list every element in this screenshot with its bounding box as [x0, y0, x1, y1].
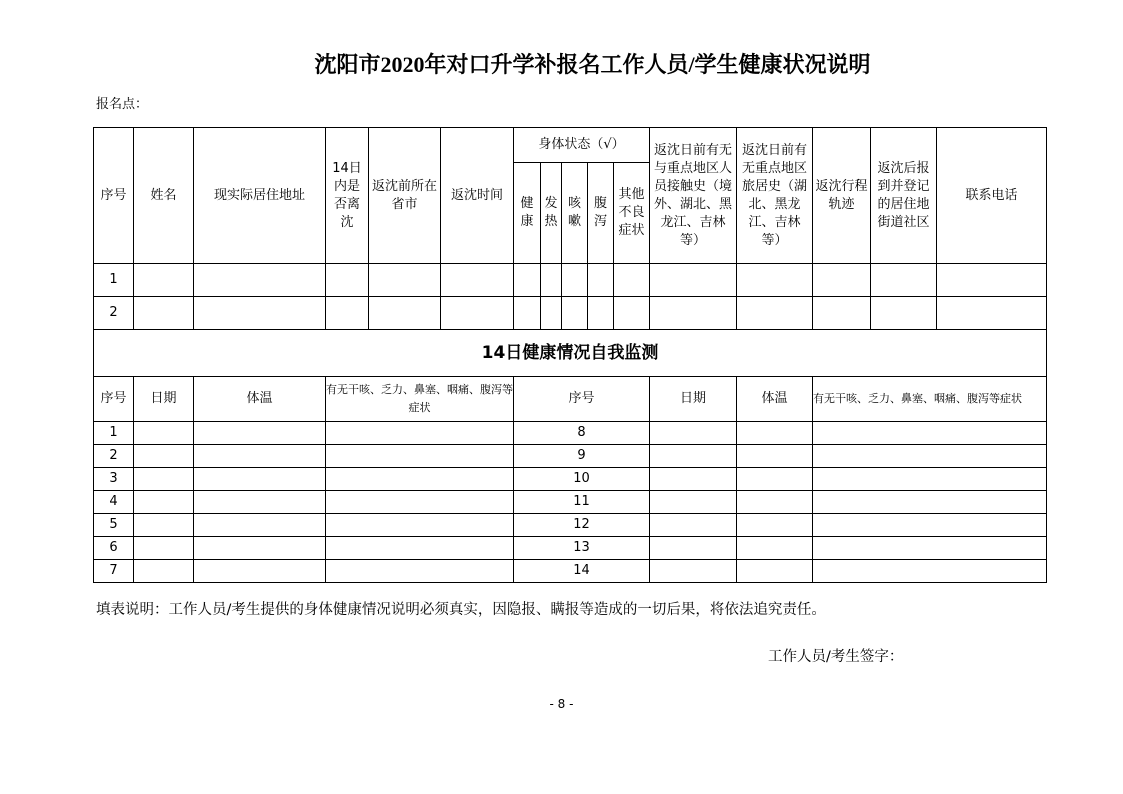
cell[interactable]	[562, 264, 588, 297]
date-cell[interactable]	[134, 560, 194, 583]
date-cell[interactable]	[650, 491, 737, 514]
cell[interactable]	[813, 264, 871, 297]
day-seq: 14	[514, 560, 650, 583]
symptoms-cell[interactable]	[813, 491, 1047, 514]
cell[interactable]	[441, 297, 514, 330]
header-itinerary: 返沈行程轨迹	[813, 128, 871, 264]
status-fever: 发热	[541, 163, 562, 264]
monitor-row	[94, 491, 1047, 514]
day-seq: 3	[94, 468, 134, 491]
status-other: 其他不良症状	[614, 163, 650, 264]
header-province-before: 返沈前所在省市	[369, 128, 441, 264]
cell[interactable]	[369, 297, 441, 330]
status-diarrhea: 腹泻	[588, 163, 614, 264]
temp-cell[interactable]	[194, 560, 326, 583]
lower-header-temp: 体温	[194, 377, 326, 422]
date-cell[interactable]	[134, 514, 194, 537]
date-cell[interactable]	[134, 422, 194, 445]
page-title: 沈阳市2020年对口升学补报名工作人员/学生健康状况说明	[314, 52, 871, 77]
day-seq: 5	[94, 514, 134, 537]
symptoms-cell[interactable]	[326, 514, 514, 537]
signature-label: 工作人员/考生签字：	[768, 649, 904, 665]
temp-cell[interactable]	[194, 445, 326, 468]
day-seq: 12	[514, 514, 650, 537]
symptoms-cell[interactable]	[326, 468, 514, 491]
date-cell[interactable]	[134, 537, 194, 560]
day-seq: 10	[514, 468, 650, 491]
registration-site-label: 报名点：	[96, 97, 149, 112]
day-seq: 11	[514, 491, 650, 514]
temp-cell[interactable]	[737, 422, 813, 445]
header-phone: 联系电话	[937, 128, 1047, 264]
symptoms-cell[interactable]	[813, 445, 1047, 468]
cell[interactable]	[541, 297, 562, 330]
form-instructions: 填表说明：工作人员/考生提供的身体健康情况说明必须真实，因隐报、瞒报等造成的一切后果，将依法追究责任。	[96, 602, 826, 618]
day-seq: 9	[514, 445, 650, 468]
cell[interactable]	[562, 297, 588, 330]
lower-header-symptoms: 有无干咳、乏力、鼻塞、咽痛、腹泻等症状	[326, 377, 514, 422]
lower-header-row	[94, 377, 1047, 422]
header-left-within-14d: 14日内是否离沈	[326, 128, 369, 264]
date-cell[interactable]	[134, 468, 194, 491]
lower-header-temp2: 体温	[737, 377, 813, 422]
day-seq: 8	[514, 422, 650, 445]
monitor-row	[94, 445, 1047, 468]
row-seq: 1	[94, 264, 134, 297]
page-number: - 8 -	[549, 697, 574, 711]
lower-header-seq2: 序号	[514, 377, 650, 422]
header-physical-status: 身体状态（√）	[514, 128, 650, 163]
date-cell[interactable]	[650, 560, 737, 583]
symptoms-cell[interactable]	[813, 537, 1047, 560]
row-seq: 2	[94, 297, 134, 330]
date-cell[interactable]	[650, 537, 737, 560]
date-cell[interactable]	[650, 422, 737, 445]
cell[interactable]	[614, 297, 650, 330]
section-title: 14日健康情况自我监测	[94, 330, 1047, 377]
cell[interactable]	[326, 264, 369, 297]
temp-cell[interactable]	[737, 491, 813, 514]
section-title-row	[94, 330, 1047, 377]
date-cell[interactable]	[650, 514, 737, 537]
cell[interactable]	[541, 264, 562, 297]
lower-header-date: 日期	[134, 377, 194, 422]
symptoms-cell[interactable]	[813, 468, 1047, 491]
cell[interactable]	[588, 264, 614, 297]
day-seq: 1	[94, 422, 134, 445]
cell[interactable]	[514, 297, 541, 330]
temp-cell[interactable]	[737, 468, 813, 491]
day-seq: 4	[94, 491, 134, 514]
cell[interactable]	[871, 297, 937, 330]
day-seq: 13	[514, 537, 650, 560]
header-community: 返沈后报到并登记的居住地街道社区	[871, 128, 937, 264]
temp-cell[interactable]	[194, 537, 326, 560]
symptoms-cell[interactable]	[326, 560, 514, 583]
monitor-row	[94, 560, 1047, 583]
cell[interactable]	[614, 264, 650, 297]
monitor-row	[94, 537, 1047, 560]
day-seq: 6	[94, 537, 134, 560]
cell[interactable]	[134, 297, 194, 330]
monitor-row	[94, 468, 1047, 491]
table-row	[94, 297, 1047, 330]
cell[interactable]	[937, 264, 1047, 297]
cell[interactable]	[737, 264, 813, 297]
symptoms-cell[interactable]	[326, 537, 514, 560]
temp-cell[interactable]	[737, 560, 813, 583]
cell[interactable]	[588, 297, 614, 330]
cell[interactable]	[871, 264, 937, 297]
cell[interactable]	[194, 264, 326, 297]
date-cell[interactable]	[134, 445, 194, 468]
date-cell[interactable]	[650, 445, 737, 468]
cell[interactable]	[134, 264, 194, 297]
monitor-row	[94, 514, 1047, 537]
header-return-time: 返沈时间	[441, 128, 514, 264]
cell[interactable]	[813, 297, 871, 330]
header-travel-history: 返沈日前有无重点地区旅居史（湖北、黑龙江、吉林等）	[737, 128, 813, 264]
date-cell[interactable]	[134, 491, 194, 514]
cell[interactable]	[514, 264, 541, 297]
cell[interactable]	[650, 297, 737, 330]
header-name: 姓名	[134, 128, 194, 264]
temp-cell[interactable]	[737, 445, 813, 468]
status-cough: 咳嗽	[562, 163, 588, 264]
health-form-table	[93, 127, 1047, 583]
monitor-row	[94, 422, 1047, 445]
symptoms-cell[interactable]	[813, 514, 1047, 537]
cell[interactable]	[326, 297, 369, 330]
symptoms-cell[interactable]	[326, 422, 514, 445]
symptoms-cell[interactable]	[326, 445, 514, 468]
symptoms-cell[interactable]	[326, 491, 514, 514]
cell[interactable]	[194, 297, 326, 330]
header-contact-history: 返沈日前有无与重点地区人员接触史（境外、湖北、黑龙江、吉林等）	[650, 128, 737, 264]
day-seq: 7	[94, 560, 134, 583]
temp-cell[interactable]	[194, 422, 326, 445]
temp-cell[interactable]	[737, 514, 813, 537]
cell[interactable]	[441, 264, 514, 297]
day-seq: 2	[94, 445, 134, 468]
symptoms-cell[interactable]	[813, 422, 1047, 445]
temp-cell[interactable]	[194, 514, 326, 537]
status-healthy: 健康	[514, 163, 541, 264]
cell[interactable]	[369, 264, 441, 297]
temp-cell[interactable]	[194, 468, 326, 491]
header-address: 现实际居住地址	[194, 128, 326, 264]
lower-header-seq: 序号	[94, 377, 134, 422]
upper-header-row	[94, 128, 1047, 163]
symptoms-cell[interactable]	[813, 560, 1047, 583]
cell[interactable]	[650, 264, 737, 297]
temp-cell[interactable]	[194, 491, 326, 514]
header-seq: 序号	[94, 128, 134, 264]
cell[interactable]	[937, 297, 1047, 330]
table-row	[94, 264, 1047, 297]
temp-cell[interactable]	[737, 537, 813, 560]
lower-header-date2: 日期	[650, 377, 737, 422]
date-cell[interactable]	[650, 468, 737, 491]
cell[interactable]	[737, 297, 813, 330]
lower-header-symptoms2: 有无干咳、乏力、鼻塞、咽痛、腹泻等症状	[813, 377, 1047, 422]
